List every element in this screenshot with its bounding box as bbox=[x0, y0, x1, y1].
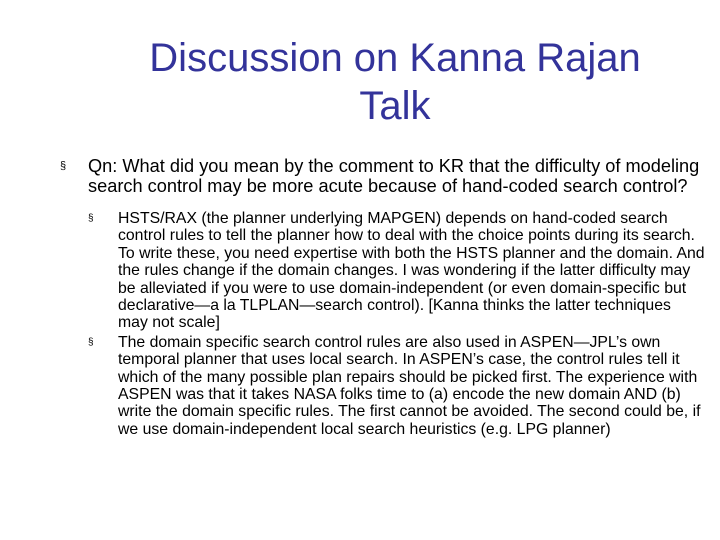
title-line-2: Talk bbox=[359, 84, 431, 128]
slide-body bbox=[60, 156, 705, 440]
bullet-marker-icon: § bbox=[88, 336, 94, 348]
bullet-marker-icon: § bbox=[88, 213, 94, 224]
sub-bullet-item bbox=[88, 210, 705, 332]
sub-bullet-item bbox=[88, 334, 705, 438]
sub-bullet-text: The domain specific search control rules are also used in ASPEN—JPL’s own temporal planner that uses local search. In ASPEN’s case, the control rules tell it which of the many possible plan repairs should be picked first. The experience with ASPEN was that it takes NASA folks time to (a) encode the new domain AND (b) write the domain specific rules. The first cannot be avoided. The second could be, if we use domain-independent local search heuristics (e.g. LPG planner) bbox=[118, 333, 701, 438]
slide-title bbox=[100, 34, 690, 130]
title-line-1: Discussion on Kanna Rajan bbox=[149, 36, 641, 80]
sub-bullet-list bbox=[88, 210, 705, 438]
question-bullet bbox=[60, 156, 705, 196]
question-text: Qn: What did you mean by the comment to KR that the difficulty of modeling search control may be more acute because of hand-coded search control? bbox=[88, 156, 700, 196]
sub-bullet-text: HSTS/RAX (the planner underlying MAPGEN) depends on hand-coded search control rules to tell the planner how to deal with the choice points during its search. To write these, you need expertise with both the HSTS planner and the domain. And the rules change if the domain changes. I was wondering if the latter difficulty may be alleviated if you were to use domain-independent (or even domain-specific but declarative—a la TLPLAN—search control). [Kanna thinks the latter techniques may not scale] bbox=[118, 210, 705, 332]
bullet-marker-icon: § bbox=[60, 160, 67, 172]
